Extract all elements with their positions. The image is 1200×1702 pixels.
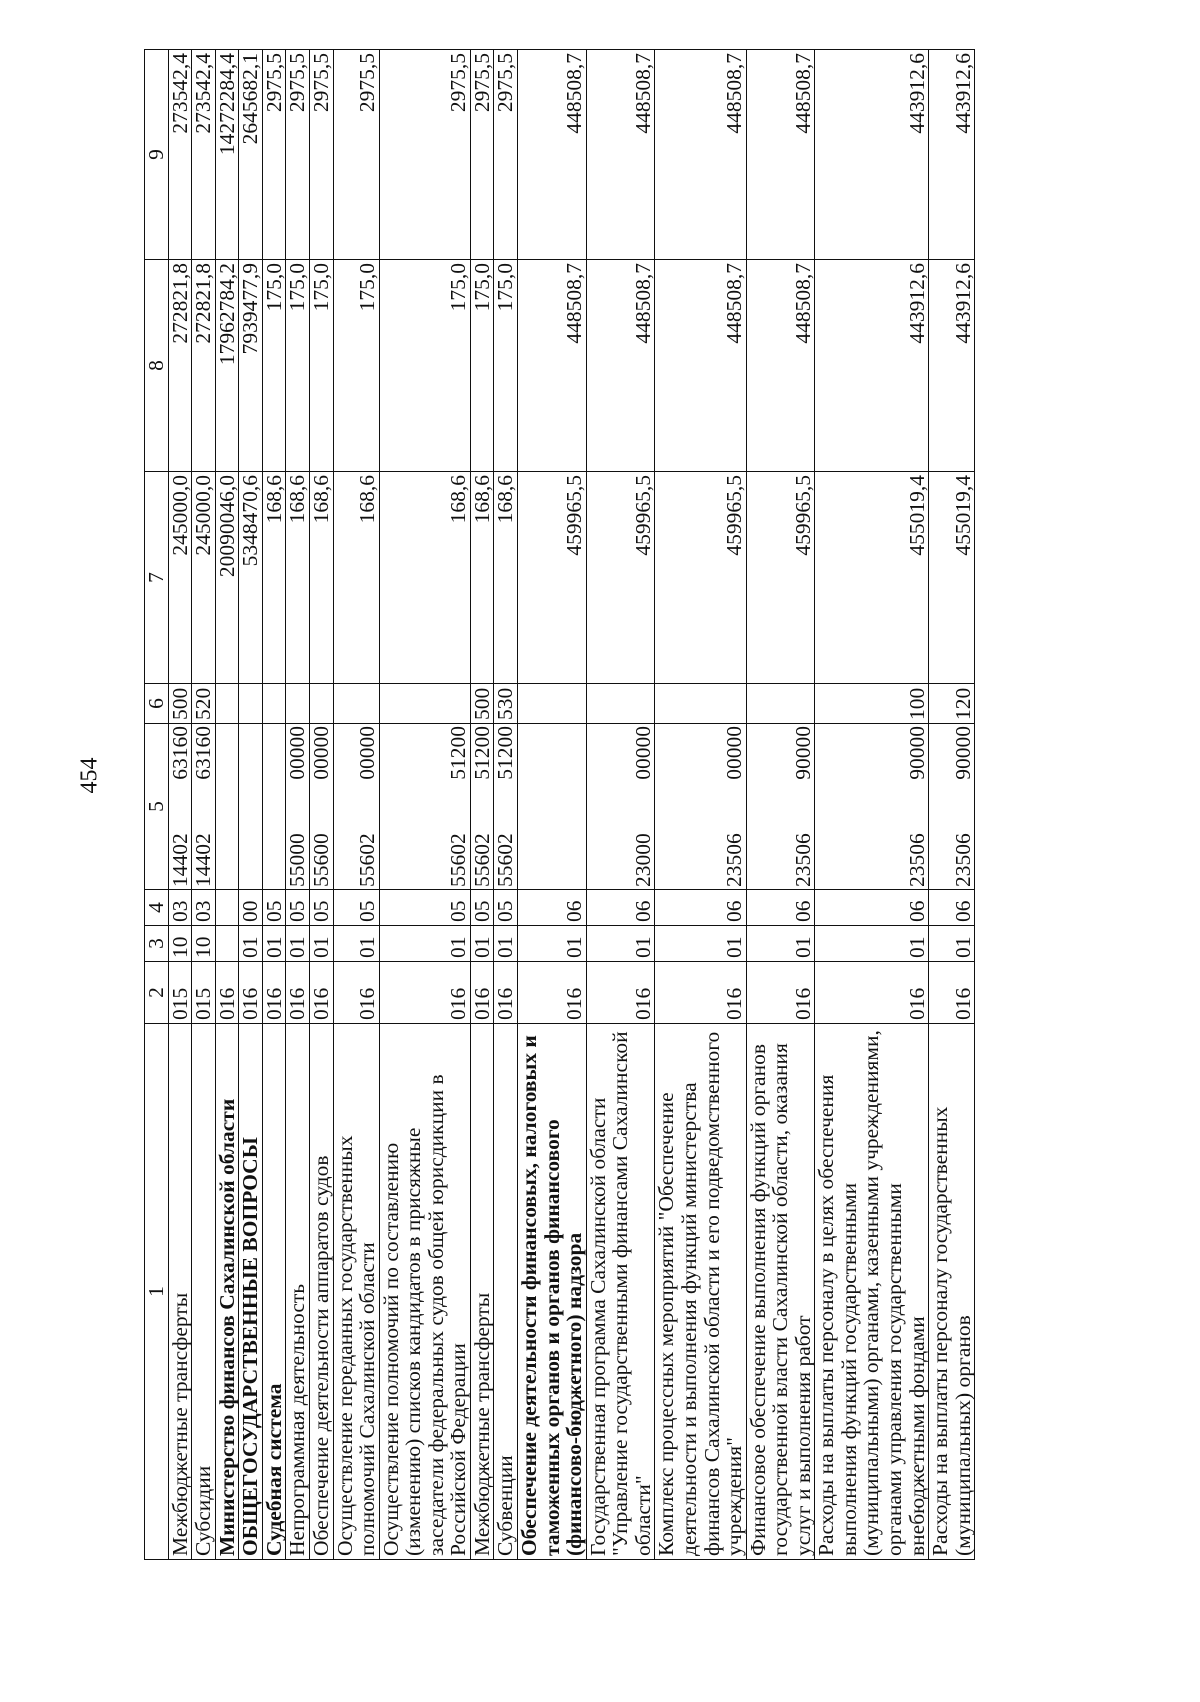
ministry-code-cell: 016 — [262, 962, 286, 1024]
table-row — [215, 50, 239, 1560]
target-article-cell — [655, 724, 746, 890]
amount-col9-cell: 14272284,4 — [215, 50, 239, 260]
amount-col8-cell: 175,0 — [286, 260, 310, 472]
section-code-cell: 01 — [746, 926, 815, 962]
subsection-code-cell: 05 — [286, 890, 310, 926]
amount-col8-cell: 175,0 — [470, 260, 494, 472]
header-cell: 8 — [145, 260, 169, 472]
ministry-code-cell: 016 — [494, 962, 518, 1024]
target-article-part1: 23000 — [630, 833, 655, 887]
subsection-code-cell: 05 — [470, 890, 494, 926]
ministry-code-cell: 016 — [239, 962, 263, 1024]
subsection-code-cell: 05 — [309, 890, 333, 926]
expense-type-cell — [309, 684, 333, 724]
target-article-part2: 63160 — [191, 726, 216, 780]
target-article-cell — [333, 724, 379, 890]
section-code-cell: 01 — [586, 926, 655, 962]
table-row — [586, 50, 655, 1560]
row-name: Финансовое обеспечение выполнения функций органов государственной власти Сахалинской области, оказания услуг и выполнения работ — [745, 1043, 815, 1556]
header-cell: 3 — [145, 926, 169, 962]
amount-col9-cell: 2975,5 — [309, 50, 333, 260]
target-article-part2: 51200 — [469, 726, 494, 780]
amount-col8-cell: 17962784,2 — [215, 260, 239, 472]
amount-col8-cell: 175,0 — [309, 260, 333, 472]
target-article-part1: 23506 — [790, 833, 815, 887]
amount-col8-cell: 448508,7 — [655, 260, 746, 472]
ministry-code-cell: 016 — [309, 962, 333, 1024]
target-article-part1: 55602 — [446, 833, 471, 887]
section-code-cell — [215, 926, 239, 962]
subsection-code-cell: 06 — [655, 890, 746, 926]
target-article-part2: 00000 — [630, 726, 655, 780]
target-article-cell — [379, 724, 470, 890]
row-name-cell — [586, 1024, 655, 1560]
table-row — [379, 50, 470, 1560]
target-article-cell — [286, 724, 310, 890]
amount-col7-cell: 168,6 — [309, 472, 333, 684]
row-name: ОБЩЕГОСУДАРСТВЕННЫЕ ВОПРОСЫ — [238, 1137, 263, 1556]
target-article-part1: 55602 — [493, 833, 518, 887]
section-code-cell: 01 — [494, 926, 518, 962]
amount-col7-cell: 168,6 — [333, 472, 379, 684]
expense-type-cell — [586, 684, 655, 724]
budget-table-container — [144, 50, 1200, 1560]
amount-col7-cell: 168,6 — [262, 472, 286, 684]
row-name-cell — [379, 1024, 470, 1560]
amount-col9-cell: 448508,7 — [518, 50, 587, 260]
ministry-code-cell: 016 — [333, 962, 379, 1024]
ministry-code-cell: 016 — [655, 962, 746, 1024]
amount-col9-cell: 2975,5 — [286, 50, 310, 260]
amount-col8-cell: 443912,6 — [929, 260, 975, 472]
target-article-part1: 55600 — [308, 833, 333, 887]
amount-col7-cell: 20090046,0 — [215, 472, 239, 684]
target-article-cell — [215, 724, 239, 890]
expense-type-cell — [262, 684, 286, 724]
expense-type-cell — [379, 684, 470, 724]
ministry-code-cell: 016 — [286, 962, 310, 1024]
table-row — [494, 50, 518, 1560]
budget-table — [144, 49, 975, 1560]
expense-type-cell: 500 — [470, 684, 494, 724]
target-article-part1: 55602 — [469, 833, 494, 887]
amount-col8-cell: 443912,6 — [815, 260, 929, 472]
amount-col9-cell: 443912,6 — [929, 50, 975, 260]
expense-type-cell — [286, 684, 310, 724]
amount-col9-cell: 2975,5 — [470, 50, 494, 260]
amount-col8-cell: 175,0 — [494, 260, 518, 472]
expense-type-cell — [655, 684, 746, 724]
row-name-cell — [215, 1024, 239, 1560]
subsection-code-cell: 05 — [262, 890, 286, 926]
amount-col7-cell: 459965,5 — [746, 472, 815, 684]
row-name: Министерство финансов Сахалинской области — [214, 1098, 239, 1556]
section-code-cell: 01 — [518, 926, 587, 962]
table-row — [815, 50, 929, 1560]
row-name: Непрограммная деятельность — [285, 1283, 310, 1556]
subsection-code-cell: 03 — [168, 890, 192, 926]
target-article-part1: 23506 — [722, 833, 747, 887]
row-name: Субсидии — [191, 1465, 216, 1556]
amount-col9-cell: 448508,7 — [655, 50, 746, 260]
subsection-code-cell: 05 — [379, 890, 470, 926]
target-article-part2: 51200 — [446, 726, 471, 780]
header-cell: 9 — [145, 50, 169, 260]
amount-col8-cell: 272821,8 — [168, 260, 192, 472]
row-name: Расходы на выплаты персоналу в целях обеспечения выполнения функций государственными (муниципальными) органами, казенными учреждениями, органами управления государственными внебюджетными фондами — [814, 1030, 929, 1556]
subsection-code-cell — [215, 890, 239, 926]
section-code-cell: 10 — [192, 926, 216, 962]
target-article-part2: 00000 — [722, 726, 747, 780]
row-name-cell — [168, 1024, 192, 1560]
amount-col9-cell: 2975,5 — [379, 50, 470, 260]
target-article-cell — [494, 724, 518, 890]
target-article-part1: 55000 — [285, 833, 310, 887]
target-article-part2: 90000 — [904, 726, 929, 780]
target-article-cell — [168, 724, 192, 890]
row-name: Обеспечение деятельности финансовых, налоговых и таможенных органов и органов финансового (финансово-бюджетного) надзора — [517, 1035, 587, 1556]
table-row — [239, 50, 263, 1560]
subsection-code-cell: 06 — [586, 890, 655, 926]
amount-col9-cell: 273542,4 — [168, 50, 192, 260]
ministry-code-cell: 016 — [215, 962, 239, 1024]
amount-col7-cell: 455019,4 — [929, 472, 975, 684]
target-article-cell — [309, 724, 333, 890]
header-cell: 1 — [145, 1024, 169, 1560]
row-name-cell — [655, 1024, 746, 1560]
row-name: Комплекс процессных мероприятий "Обеспечение деятельности и выполнения функций министерства финансов Сахалинской области и его подведомственного учреждения" — [654, 1031, 747, 1556]
section-code-cell: 01 — [333, 926, 379, 962]
amount-col9-cell: 443912,6 — [815, 50, 929, 260]
table-row — [192, 50, 216, 1560]
amount-col8-cell: 7939477,9 — [239, 260, 263, 472]
amount-col8-cell: 175,0 — [262, 260, 286, 472]
ministry-code-cell: 016 — [746, 962, 815, 1024]
section-code-cell: 01 — [655, 926, 746, 962]
expense-type-cell — [333, 684, 379, 724]
section-code-cell: 01 — [470, 926, 494, 962]
target-article-cell — [262, 724, 286, 890]
amount-col7-cell: 455019,4 — [815, 472, 929, 684]
row-name-cell — [286, 1024, 310, 1560]
amount-col9-cell: 2645682,1 — [239, 50, 263, 260]
amount-col8-cell: 448508,7 — [518, 260, 587, 472]
table-row — [309, 50, 333, 1560]
row-name-cell — [518, 1024, 587, 1560]
row-name-cell — [309, 1024, 333, 1560]
table-row — [262, 50, 286, 1560]
ministry-code-cell: 016 — [379, 962, 470, 1024]
amount-col7-cell: 459965,5 — [655, 472, 746, 684]
expense-type-cell — [746, 684, 815, 724]
expense-type-cell — [215, 684, 239, 724]
target-article-part1: 23506 — [904, 833, 929, 887]
row-name: Осуществление переданных государственных полномочий Сахалинской области — [332, 1135, 380, 1556]
target-article-cell — [586, 724, 655, 890]
expense-type-cell: 500 — [168, 684, 192, 724]
section-code-cell: 01 — [262, 926, 286, 962]
ministry-code-cell: 016 — [586, 962, 655, 1024]
row-name: Межбюджетные трансферты — [469, 1292, 494, 1556]
amount-col8-cell: 175,0 — [379, 260, 470, 472]
target-article-part2: 00000 — [355, 726, 380, 780]
expense-type-cell — [518, 684, 587, 724]
target-article-part2: 90000 — [950, 726, 975, 780]
expense-type-cell: 530 — [494, 684, 518, 724]
ministry-code-cell: 015 — [168, 962, 192, 1024]
table-body — [168, 50, 975, 1560]
row-name-cell — [494, 1024, 518, 1560]
amount-col7-cell: 168,6 — [494, 472, 518, 684]
subsection-code-cell: 06 — [518, 890, 587, 926]
amount-col7-cell: 168,6 — [470, 472, 494, 684]
table-row — [655, 50, 746, 1560]
subsection-code-cell: 05 — [494, 890, 518, 926]
ministry-code-cell: 016 — [815, 962, 929, 1024]
target-article-part1: 14402 — [167, 833, 192, 887]
row-name: Обеспечение деятельности аппаратов судов — [308, 1155, 333, 1556]
amount-col7-cell: 5348470,6 — [239, 472, 263, 684]
header-row — [145, 50, 169, 1560]
header-cell: 4 — [145, 890, 169, 926]
row-name-cell — [470, 1024, 494, 1560]
table-row — [168, 50, 192, 1560]
amount-col7-cell: 245000,0 — [168, 472, 192, 684]
target-article-part2: 90000 — [790, 726, 815, 780]
section-code-cell: 01 — [286, 926, 310, 962]
target-article-cell — [929, 724, 975, 890]
subsection-code-cell: 06 — [929, 890, 975, 926]
section-code-cell: 01 — [379, 926, 470, 962]
target-article-cell — [746, 724, 815, 890]
amount-col8-cell: 175,0 — [333, 260, 379, 472]
amount-col9-cell: 448508,7 — [586, 50, 655, 260]
ministry-code-cell: 016 — [929, 962, 975, 1024]
target-article-part2: 00000 — [285, 726, 310, 780]
row-name: Осуществление полномочий по составлению (изменению) списков кандидатов в присяжные заседатели федеральных судов общей юрисдикции в Российской Федерации — [378, 1074, 471, 1556]
row-name-cell — [929, 1024, 975, 1560]
row-name-cell — [333, 1024, 379, 1560]
amount-col7-cell: 168,6 — [286, 472, 310, 684]
target-article-part2: 00000 — [308, 726, 333, 780]
expense-type-cell — [239, 684, 263, 724]
target-article-part1: 23506 — [950, 833, 975, 887]
section-code-cell: 01 — [239, 926, 263, 962]
target-article-cell — [815, 724, 929, 890]
row-name: Субвенции — [493, 1455, 518, 1556]
table-row — [470, 50, 494, 1560]
subsection-code-cell: 00 — [239, 890, 263, 926]
amount-col9-cell: 273542,4 — [192, 50, 216, 260]
row-name: Расходы на выплаты персоналу государственных (муниципальных) органов — [928, 1106, 975, 1556]
subsection-code-cell: 06 — [746, 890, 815, 926]
row-name-cell — [262, 1024, 286, 1560]
table-row — [929, 50, 975, 1560]
target-article-part2: 63160 — [167, 726, 192, 780]
ministry-code-cell: 015 — [192, 962, 216, 1024]
amount-col9-cell: 448508,7 — [746, 50, 815, 260]
expense-type-cell: 100 — [815, 684, 929, 724]
row-name: Судебная система — [261, 1383, 286, 1556]
section-code-cell: 01 — [309, 926, 333, 962]
target-article-part2: 51200 — [493, 726, 518, 780]
table-row — [746, 50, 815, 1560]
ministry-code-cell: 016 — [518, 962, 587, 1024]
table-row — [518, 50, 587, 1560]
target-article-part1: 55602 — [355, 833, 380, 887]
target-article-cell — [518, 724, 587, 890]
amount-col8-cell: 272821,8 — [192, 260, 216, 472]
row-name: Межбюджетные трансферты — [167, 1292, 192, 1556]
ministry-code-cell: 016 — [470, 962, 494, 1024]
header-cell: 7 — [145, 472, 169, 684]
target-article-cell — [239, 724, 263, 890]
header-cell: 5 — [145, 724, 169, 890]
table-row — [286, 50, 310, 1560]
row-name-cell — [815, 1024, 929, 1560]
amount-col9-cell: 2975,5 — [262, 50, 286, 260]
row-name-cell — [746, 1024, 815, 1560]
amount-col9-cell: 2975,5 — [333, 50, 379, 260]
row-name-cell — [192, 1024, 216, 1560]
subsection-code-cell: 05 — [333, 890, 379, 926]
header-cell: 6 — [145, 684, 169, 724]
expense-type-cell: 520 — [192, 684, 216, 724]
subsection-code-cell: 06 — [815, 890, 929, 926]
amount-col9-cell: 2975,5 — [494, 50, 518, 260]
amount-col7-cell: 459965,5 — [586, 472, 655, 684]
amount-col8-cell: 448508,7 — [746, 260, 815, 472]
target-article-part1: 14402 — [191, 833, 216, 887]
amount-col7-cell: 168,6 — [379, 472, 470, 684]
table-row — [333, 50, 379, 1560]
amount-col8-cell: 448508,7 — [586, 260, 655, 472]
section-code-cell: 01 — [815, 926, 929, 962]
header-cell: 2 — [145, 962, 169, 1024]
row-name: Государственная программа Сахалинской области "Управление государственными финансами Сахалинской области" — [585, 1031, 655, 1556]
amount-col7-cell: 245000,0 — [192, 472, 216, 684]
target-article-cell — [192, 724, 216, 890]
section-code-cell: 01 — [929, 926, 975, 962]
section-code-cell: 10 — [168, 926, 192, 962]
page-number: 454 — [76, 757, 103, 794]
row-name-cell — [239, 1024, 263, 1560]
amount-col7-cell: 459965,5 — [518, 472, 587, 684]
expense-type-cell: 120 — [929, 684, 975, 724]
target-article-cell — [470, 724, 494, 890]
subsection-code-cell: 03 — [192, 890, 216, 926]
